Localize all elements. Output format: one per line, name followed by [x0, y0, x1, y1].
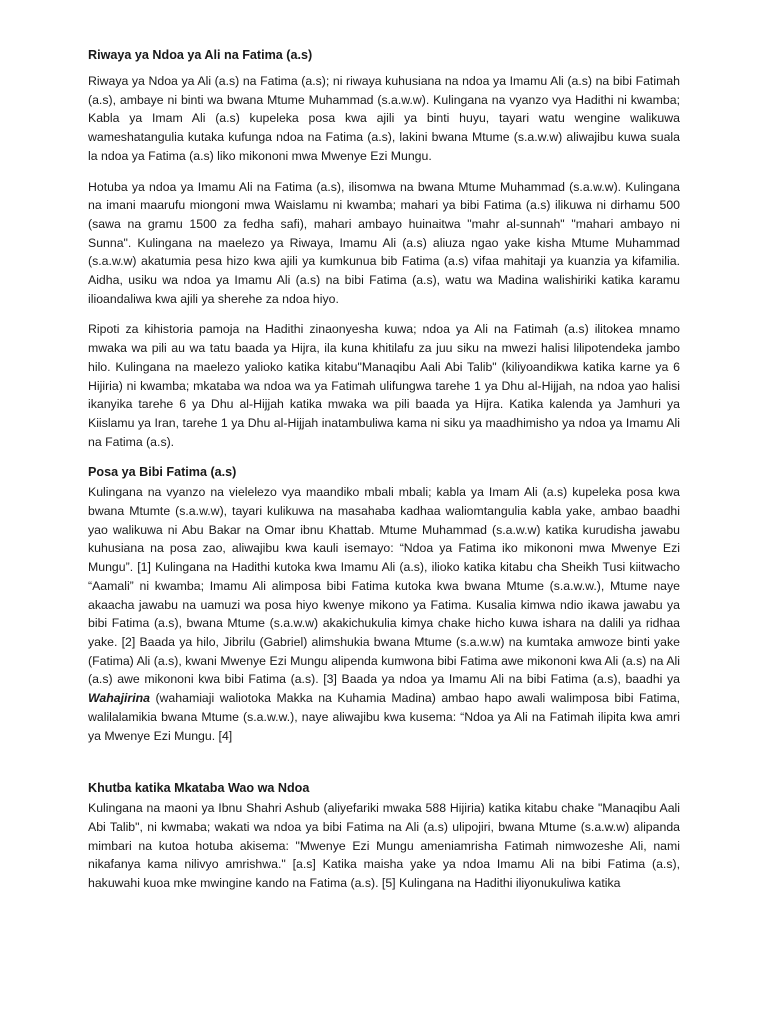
- paragraph-posa: [88, 483, 680, 745]
- bold-term-wahajirina: Wahajirina: [88, 691, 150, 706]
- section-spacer: [88, 757, 680, 779]
- section-title-posa: Posa ya Bibi Fatima (a.s): [88, 465, 237, 480]
- paragraph-hotuba: Hotuba ya ndoa ya Imamu Ali na Fatima (a.s), ilisomwa na bwana Mtume Muhammad (s.a.w.w). Kulingana na imani maarufu miongoni mwa Waislamu ni kwamba; mahari ya bibi Fatima (a.s) ilikuwa ni dirhamu 500 (sawa na gramu 1500 za fedha safi), mahari ambayo huinaitwa "mahr al-sunnah" "mahari ambayo ni Sunna". Kulingana na maelezo ya Riwaya, Imamu Ali (a.s) aliuza ngao yake kisha Mtume Muhammad (s.a.w.w) akatumia pesa hizo kwa ajili ya kumkunua bib Fatima (a.s) vifaa mahitaji ya kuanzia ya kifamilia. Aidha, usiku wa ndoa ya Imamu Ali (a.s) na bibi Fatima (a.s), watu wa Madina walishiriki katika karamu ilioandaliwa kwa ajili ya sherehe za ndoa hiyo.: [88, 179, 680, 306]
- paragraph-intro: Riwaya ya Ndoa ya Ali (a.s) na Fatima (a.s); ni riwaya kuhusiana na ndoa ya Imamu Ali (a.s) na bibi Fatimah (a.s), ambaye ni binti wa bwana Mtume Muhammad (s.a.w.w). Kulingana na vyanzo vya Hadithi ni kwamba; Kabla ya Imam Ali (a.s) kupeleka posa kwa ajili ya binti huyu, tayari watu wengine walikuwa wameshatangulia kutaka kufunga ndoa na Fatima (a.s), lakini bwana Mtume (s.a.w.w) aliwajibu kuwa suala la ndoa ya Fatima (a.s) liko mikononi mwa Mwenye Ezi Mungu.: [88, 74, 680, 163]
- paragraph-khutba: Kulingana na maoni ya Ibnu Shahri Ashub (aliyefariki mwaka 588 Hijiria) katika kitabu chake "Manaqibu Aali Abi Talib", ni kwmaba; wakati wa ndoa ya bibi Fatima na Ali (a.s) ulipojiri, bwana Mtume (s.a.w.w) alipanda mimbari na kutoa hotuba akisema: "Mwenye Ezi Mungu ameniamrisha Fatimah nimwozeshe Ali, nami nikafanya kama nilivyo amrishwa." [a.s] Katika maisha yake ya ndoa Imamu Ali na bibi Fatima (a.s), hakuwahi kuoa mke mwingine kando na Fatima (a.s). [5] Kulingana na Hadithi iliyonukuliwa katika: [88, 801, 680, 891]
- posa-text-part2: (wahamiaji waliotoka Makka na Kuhamia Madina) ambao hapo awali walimposa bibi Fatima, walilalamikia bwana Mtume (s.a.w.w.), naye aliwajibu kwa kusema: “Ndoa ya Ali na Fatimah ilipita kwa amri ya Mwenye Ezi Mungu. [4]: [88, 691, 680, 743]
- section-title-khutba: Khutba katika Mkataba Wao wa Ndoa: [88, 781, 310, 796]
- paragraph-ripoti: Ripoti za kihistoria pamoja na Hadithi zinaonyesha kuwa; ndoa ya Ali na Fatimah (a.s) ilitokea mnamo mwaka wa pili au wa tatu baada ya Hijra, ila kuna khitilafu za juu siku na mwezi halisi lilipotendeka jambo hilo. Kulingana na maelezo yalioko katika kitabu"Manaqibu Aali Abi Talib" (kiliyoandikwa katika karne ya 6 Hijiria) ni kwamba; mkataba wa ndoa wa ya Fatimah ulifungwa tarehe 1 ya Dhu al-Hijjah, na ndoa yao halisi ikanyika tarehe 6 ya Dhu al-Hijjah katika mwaka wa pili baada ya Hijra. Katika kalenda ya Jamhuri ya Kiislamu ya Iran, tarehe 1 ya Dhu al-Hijjah inatambuliwa kama ni siku ya maadhimisho ya ndoa ya Imamu Ali na Fatima (a.s).: [88, 322, 680, 449]
- posa-text-part1: Kulingana na vyanzo na vielelezo vya maandiko mbali mbali; kabla ya Imam Ali (a.s) kupeleka posa kwa bwana Mtumte (s.a.w.w), tayari kulikuwa na masahaba kadhaa waliomtangulia kabla yake, ambao baadhi yao walikuwa ni Abu Bakar na Omar ibnu Khattab. Mtume Muhammad (s.a.w.w) katika kurudisha jawabu kuhusiana na posa zao, aliwajibu kwa kauli isemayo: “Ndoa ya Fatima iko mikononi mwa Mwenye Ezi Mungu”. [1] Kulingana na Hadithi kutoka kwa Imamu Ali (a.s), ilioko katika kitabu cha Sheikh Tusi kiitwacho “Aamali” ni kwamba; Imamu Ali alimposa bibi Fatima kutoka kwa bwana Mtume (s.a.w.w.), Mtume naye akaacha jawabu na uamuzi wa posa hiyo kwenye mikono ya Fatima. Kusalia kimwa ndio ikawa jawabu ya bibi Fatima (a.s), bwana Mtume (s.a.w.w) akakichukulia kimya chake hicho kuwa ishara na dalili ya ridhaa yake. [2] Baada ya hilo, Jibrilu (Gabriel) alimshukia bwana Mtume (s.a.w.w) na kumtaka amwoze binti yake (Fatima) Ali (a.s), kwani Mwenye Ezi Mungu alipenda kumwona bibi Fatima awe mikononi kwa Ali (a.s) na Ali (a.s) awe mikononi kwa bibi Fatima (a.s). [3] Baada ya ndoa ya Imamu Ali na bibi Fatima (a.s), baadhi ya: [88, 485, 680, 687]
- section-title-riwaya: Riwaya ya Ndoa ya Ali na Fatima (a.s): [88, 48, 313, 62]
